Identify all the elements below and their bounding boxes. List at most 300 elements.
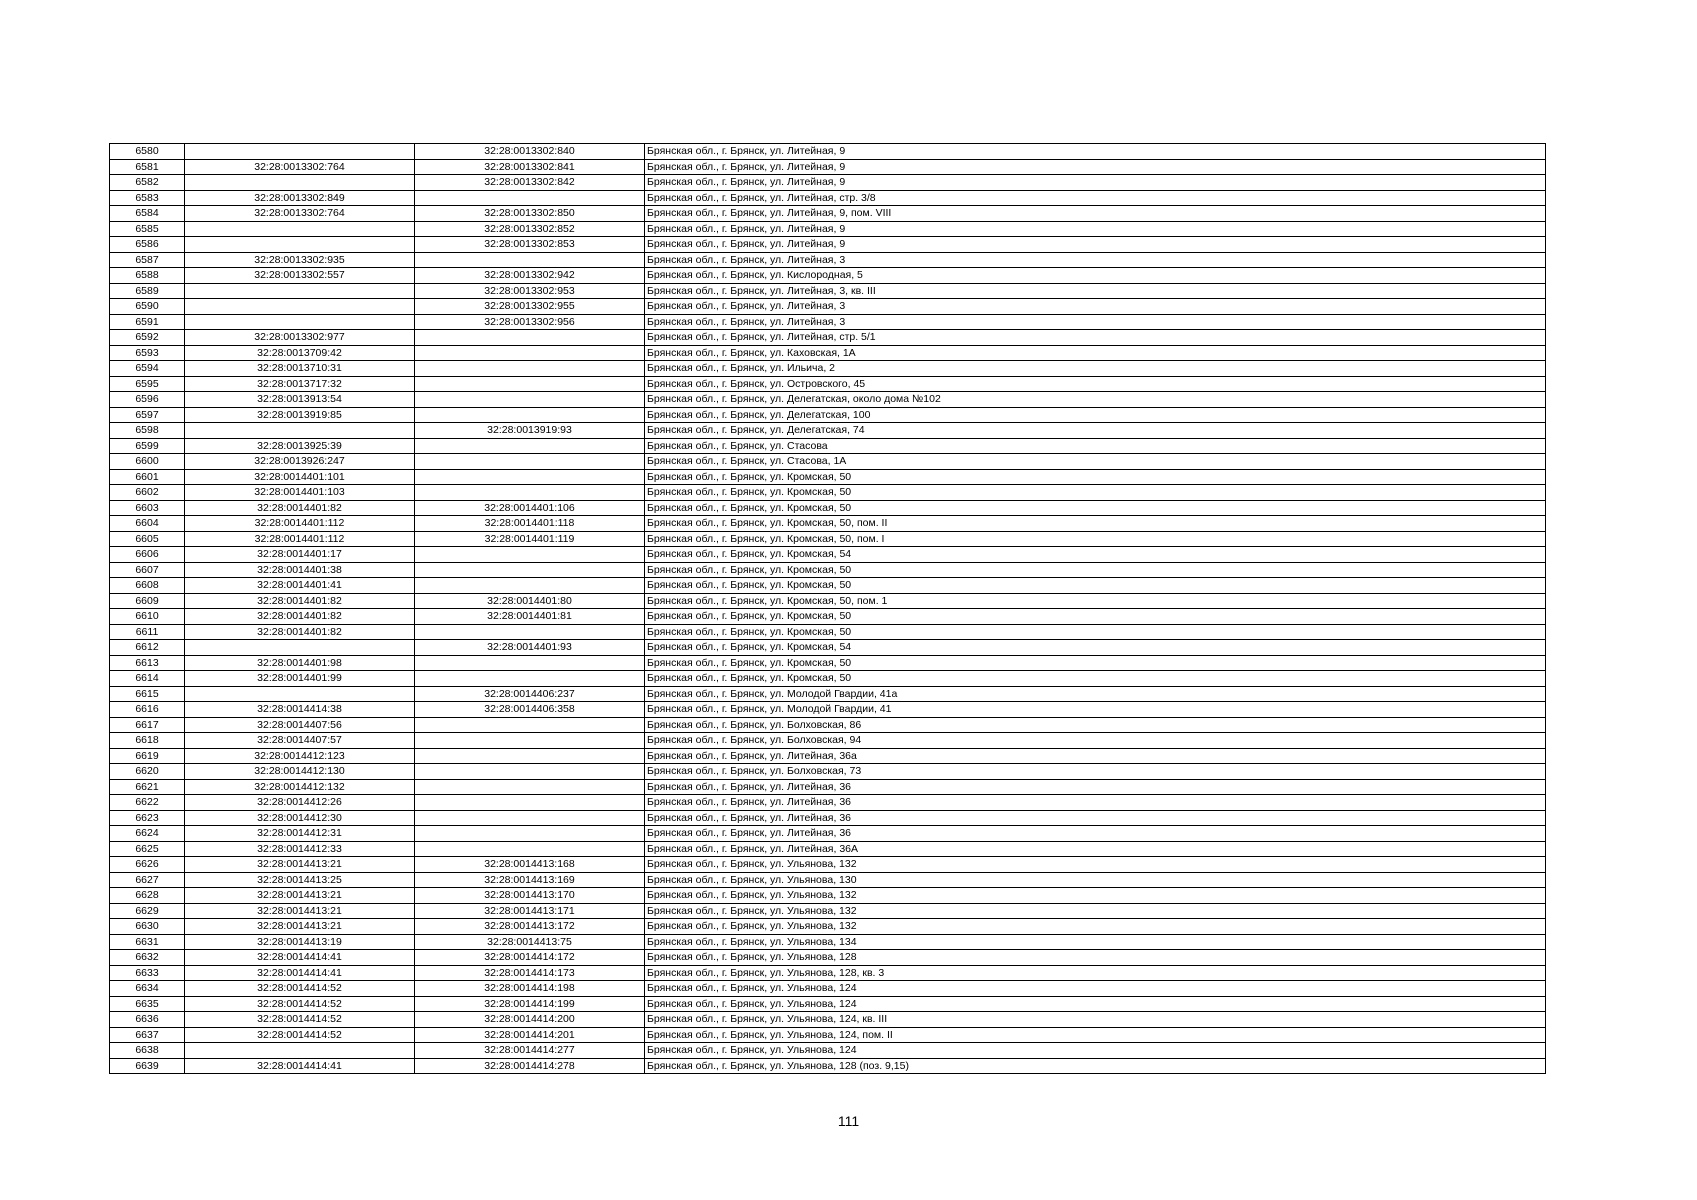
address-cell: Брянская обл., г. Брянск, ул. Кромская, 50: [645, 578, 1546, 594]
address-cell: Брянская обл., г. Брянск, ул. Кромская, 50: [645, 562, 1546, 578]
row-number-cell: 6626: [110, 857, 185, 873]
row-number-cell: 6609: [110, 593, 185, 609]
cadastral-number-cell: 32:28:0014412:130: [185, 764, 415, 780]
address-cell: Брянская обл., г. Брянск, ул. Стасова: [645, 438, 1546, 454]
row-number-cell: 6585: [110, 221, 185, 237]
object-cadastral-number-cell: 32:28:0014413:170: [415, 888, 645, 904]
object-cadastral-number-cell: [415, 671, 645, 687]
address-cell: Брянская обл., г. Брянск, ул. Литейная, 9: [645, 237, 1546, 253]
address-cell: Брянская обл., г. Брянск, ул. Ульянова, 130: [645, 872, 1546, 888]
address-cell: Брянская обл., г. Брянск, ул. Литейная, 36: [645, 779, 1546, 795]
row-number-cell: 6588: [110, 268, 185, 284]
registry-table-body: [110, 144, 1546, 1074]
object-cadastral-number-cell: 32:28:0014401:93: [415, 640, 645, 656]
object-cadastral-number-cell: [415, 826, 645, 842]
address-cell: Брянская обл., г. Брянск, ул. Кромская, 50: [645, 609, 1546, 625]
object-cadastral-number-cell: 32:28:0014414:172: [415, 950, 645, 966]
row-number-cell: 6600: [110, 454, 185, 470]
table-row: [110, 609, 1546, 625]
address-cell: Брянская обл., г. Брянск, ул. Литейная, 36: [645, 795, 1546, 811]
table-row: [110, 965, 1546, 981]
row-number-cell: 6638: [110, 1043, 185, 1059]
object-cadastral-number-cell: 32:28:0014414:198: [415, 981, 645, 997]
address-cell: Брянская обл., г. Брянск, ул. Кромская, 50: [645, 469, 1546, 485]
row-number-cell: 6587: [110, 252, 185, 268]
cadastral-number-cell: 32:28:0014407:57: [185, 733, 415, 749]
row-number-cell: 6581: [110, 159, 185, 175]
address-cell: Брянская обл., г. Брянск, ул. Делегатская, 100: [645, 407, 1546, 423]
table-row: [110, 841, 1546, 857]
address-cell: Брянская обл., г. Брянск, ул. Болховская, 73: [645, 764, 1546, 780]
cadastral-number-cell: [185, 299, 415, 315]
address-cell: Брянская обл., г. Брянск, ул. Литейная, 9: [645, 144, 1546, 160]
object-cadastral-number-cell: [415, 361, 645, 377]
address-cell: Брянская обл., г. Брянск, ул. Ульянова, 132: [645, 919, 1546, 935]
object-cadastral-number-cell: 32:28:0013302:853: [415, 237, 645, 253]
row-number-cell: 6621: [110, 779, 185, 795]
address-cell: Брянская обл., г. Брянск, ул. Литейная, 36: [645, 810, 1546, 826]
table-row: [110, 872, 1546, 888]
cadastral-number-cell: 32:28:0013302:764: [185, 206, 415, 222]
row-number-cell: 6632: [110, 950, 185, 966]
object-cadastral-number-cell: 32:28:0014401:81: [415, 609, 645, 625]
cadastral-number-cell: 32:28:0014412:26: [185, 795, 415, 811]
address-cell: Брянская обл., г. Брянск, ул. Ульянова, 132: [645, 857, 1546, 873]
address-cell: Брянская обл., г. Брянск, ул. Ульянова, 124: [645, 1043, 1546, 1059]
address-cell: Брянская обл., г. Брянск, ул. Ульянова, 124: [645, 996, 1546, 1012]
registry-table: [109, 143, 1546, 1074]
address-cell: Брянская обл., г. Брянск, ул. Ульянова, 128, кв. 3: [645, 965, 1546, 981]
cadastral-number-cell: [185, 283, 415, 299]
row-number-cell: 6635: [110, 996, 185, 1012]
cadastral-number-cell: 32:28:0014407:56: [185, 717, 415, 733]
table-row: [110, 702, 1546, 718]
object-cadastral-number-cell: [415, 190, 645, 206]
row-number-cell: 6594: [110, 361, 185, 377]
address-cell: Брянская обл., г. Брянск, ул. Молодой Гвардии, 41а: [645, 686, 1546, 702]
table-row: [110, 578, 1546, 594]
address-cell: Брянская обл., г. Брянск, ул. Литейная, 3: [645, 299, 1546, 315]
object-cadastral-number-cell: 32:28:0013302:953: [415, 283, 645, 299]
table-row: [110, 361, 1546, 377]
page-number: 111: [837, 1113, 860, 1129]
object-cadastral-number-cell: 32:28:0013302:942: [415, 268, 645, 284]
address-cell: Брянская обл., г. Брянск, ул. Кромская, 50: [645, 485, 1546, 501]
row-number-cell: 6634: [110, 981, 185, 997]
address-cell: Брянская обл., г. Брянск, ул. Болховская, 86: [645, 717, 1546, 733]
table-row: [110, 454, 1546, 470]
object-cadastral-number-cell: 32:28:0013302:850: [415, 206, 645, 222]
object-cadastral-number-cell: 32:28:0014414:173: [415, 965, 645, 981]
table-row: [110, 547, 1546, 563]
registry-table-container: [109, 143, 1545, 1074]
table-row: [110, 407, 1546, 423]
object-cadastral-number-cell: [415, 578, 645, 594]
object-cadastral-number-cell: 32:28:0014414:278: [415, 1058, 645, 1074]
cadastral-number-cell: [185, 221, 415, 237]
cadastral-number-cell: 32:28:0014414:52: [185, 1027, 415, 1043]
cadastral-number-cell: 32:28:0014413:21: [185, 919, 415, 935]
row-number-cell: 6613: [110, 655, 185, 671]
table-row: [110, 996, 1546, 1012]
table-row: [110, 330, 1546, 346]
cadastral-number-cell: 32:28:0014413:21: [185, 857, 415, 873]
cadastral-number-cell: 32:28:0014412:33: [185, 841, 415, 857]
row-number-cell: 6583: [110, 190, 185, 206]
address-cell: Брянская обл., г. Брянск, ул. Литейная, 36: [645, 826, 1546, 842]
row-number-cell: 6615: [110, 686, 185, 702]
object-cadastral-number-cell: [415, 841, 645, 857]
table-row: [110, 1012, 1546, 1028]
row-number-cell: 6619: [110, 748, 185, 764]
row-number-cell: 6604: [110, 516, 185, 532]
address-cell: Брянская обл., г. Брянск, ул. Делегатская, 74: [645, 423, 1546, 439]
cadastral-number-cell: 32:28:0014413:25: [185, 872, 415, 888]
table-row: [110, 237, 1546, 253]
object-cadastral-number-cell: 32:28:0014414:201: [415, 1027, 645, 1043]
cadastral-number-cell: [185, 686, 415, 702]
cadastral-number-cell: [185, 314, 415, 330]
cadastral-number-cell: 32:28:0014412:123: [185, 748, 415, 764]
address-cell: Брянская обл., г. Брянск, ул. Ульянова, 134: [645, 934, 1546, 950]
object-cadastral-number-cell: 32:28:0014406:358: [415, 702, 645, 718]
address-cell: Брянская обл., г. Брянск, ул. Литейная, 3: [645, 252, 1546, 268]
object-cadastral-number-cell: 32:28:0014413:169: [415, 872, 645, 888]
object-cadastral-number-cell: [415, 810, 645, 826]
cadastral-number-cell: 32:28:0013709:42: [185, 345, 415, 361]
row-number-cell: 6584: [110, 206, 185, 222]
table-row: [110, 655, 1546, 671]
row-number-cell: 6593: [110, 345, 185, 361]
address-cell: Брянская обл., г. Брянск, ул. Болховская, 94: [645, 733, 1546, 749]
table-row: [110, 175, 1546, 191]
cadastral-number-cell: 32:28:0013926:247: [185, 454, 415, 470]
object-cadastral-number-cell: 32:28:0014401:80: [415, 593, 645, 609]
address-cell: Брянская обл., г. Брянск, ул. Литейная, стр. 3/8: [645, 190, 1546, 206]
object-cadastral-number-cell: 32:28:0013302:842: [415, 175, 645, 191]
object-cadastral-number-cell: 32:28:0014401:118: [415, 516, 645, 532]
row-number-cell: 6612: [110, 640, 185, 656]
cadastral-number-cell: 32:28:0014414:52: [185, 981, 415, 997]
table-row: [110, 593, 1546, 609]
table-row: [110, 159, 1546, 175]
table-row: [110, 500, 1546, 516]
cadastral-number-cell: [185, 1043, 415, 1059]
table-row: [110, 423, 1546, 439]
table-row: [110, 252, 1546, 268]
cadastral-number-cell: 32:28:0013925:39: [185, 438, 415, 454]
object-cadastral-number-cell: [415, 795, 645, 811]
object-cadastral-number-cell: [415, 345, 645, 361]
row-number-cell: 6607: [110, 562, 185, 578]
address-cell: Брянская обл., г. Брянск, ул. Ульянова, 124, кв. III: [645, 1012, 1546, 1028]
object-cadastral-number-cell: [415, 624, 645, 640]
row-number-cell: 6605: [110, 531, 185, 547]
cadastral-number-cell: 32:28:0014401:112: [185, 531, 415, 547]
object-cadastral-number-cell: 32:28:0013302:840: [415, 144, 645, 160]
address-cell: Брянская обл., г. Брянск, ул. Молодой Гвардии, 41: [645, 702, 1546, 718]
row-number-cell: 6620: [110, 764, 185, 780]
object-cadastral-number-cell: 32:28:0014406:237: [415, 686, 645, 702]
cadastral-number-cell: 32:28:0014401:41: [185, 578, 415, 594]
table-row: [110, 826, 1546, 842]
address-cell: Брянская обл., г. Брянск, ул. Каховская, 1А: [645, 345, 1546, 361]
table-row: [110, 1043, 1546, 1059]
address-cell: Брянская обл., г. Брянск, ул. Литейная, 9: [645, 159, 1546, 175]
object-cadastral-number-cell: [415, 547, 645, 563]
object-cadastral-number-cell: [415, 454, 645, 470]
table-row: [110, 299, 1546, 315]
table-row: [110, 810, 1546, 826]
object-cadastral-number-cell: 32:28:0014413:172: [415, 919, 645, 935]
cadastral-number-cell: [185, 144, 415, 160]
table-row: [110, 144, 1546, 160]
table-row: [110, 671, 1546, 687]
table-row: [110, 733, 1546, 749]
object-cadastral-number-cell: [415, 733, 645, 749]
table-row: [110, 779, 1546, 795]
row-number-cell: 6590: [110, 299, 185, 315]
row-number-cell: 6589: [110, 283, 185, 299]
row-number-cell: 6628: [110, 888, 185, 904]
row-number-cell: 6608: [110, 578, 185, 594]
cadastral-number-cell: 32:28:0014414:52: [185, 996, 415, 1012]
address-cell: Брянская обл., г. Брянск, ул. Литейная, 9, пом. VIII: [645, 206, 1546, 222]
cadastral-number-cell: 32:28:0014401:98: [185, 655, 415, 671]
table-row: [110, 531, 1546, 547]
address-cell: Брянская обл., г. Брянск, ул. Литейная, 3: [645, 314, 1546, 330]
cadastral-number-cell: 32:28:0014401:82: [185, 500, 415, 516]
row-number-cell: 6597: [110, 407, 185, 423]
cadastral-number-cell: 32:28:0014414:41: [185, 1058, 415, 1074]
table-row: [110, 748, 1546, 764]
cadastral-number-cell: 32:28:0014401:99: [185, 671, 415, 687]
address-cell: Брянская обл., г. Брянск, ул. Кромская, 50, пом. I: [645, 531, 1546, 547]
table-row: [110, 221, 1546, 237]
object-cadastral-number-cell: 32:28:0014414:277: [415, 1043, 645, 1059]
table-row: [110, 392, 1546, 408]
row-number-cell: 6631: [110, 934, 185, 950]
row-number-cell: 6637: [110, 1027, 185, 1043]
table-row: [110, 1058, 1546, 1074]
address-cell: Брянская обл., г. Брянск, ул. Кромская, 50, пом. II: [645, 516, 1546, 532]
cadastral-number-cell: 32:28:0014412:132: [185, 779, 415, 795]
address-cell: Брянская обл., г. Брянск, ул. Кромская, 54: [645, 547, 1546, 563]
cadastral-number-cell: [185, 640, 415, 656]
row-number-cell: 6596: [110, 392, 185, 408]
object-cadastral-number-cell: 32:28:0013302:841: [415, 159, 645, 175]
row-number-cell: 6623: [110, 810, 185, 826]
row-number-cell: 6591: [110, 314, 185, 330]
cadastral-number-cell: 32:28:0014414:38: [185, 702, 415, 718]
table-row: [110, 717, 1546, 733]
cadastral-number-cell: [185, 175, 415, 191]
object-cadastral-number-cell: 32:28:0013919:93: [415, 423, 645, 439]
cadastral-number-cell: 32:28:0014414:52: [185, 1012, 415, 1028]
row-number-cell: 6598: [110, 423, 185, 439]
row-number-cell: 6611: [110, 624, 185, 640]
table-row: [110, 919, 1546, 935]
address-cell: Брянская обл., г. Брянск, ул. Литейная, 36А: [645, 841, 1546, 857]
table-row: [110, 1027, 1546, 1043]
address-cell: Брянская обл., г. Брянск, ул. Ульянова, 132: [645, 903, 1546, 919]
row-number-cell: 6624: [110, 826, 185, 842]
cadastral-number-cell: 32:28:0014401:103: [185, 485, 415, 501]
object-cadastral-number-cell: [415, 407, 645, 423]
address-cell: Брянская обл., г. Брянск, ул. Островского, 45: [645, 376, 1546, 392]
cadastral-number-cell: 32:28:0014401:17: [185, 547, 415, 563]
object-cadastral-number-cell: 32:28:0013302:955: [415, 299, 645, 315]
row-number-cell: 6580: [110, 144, 185, 160]
table-row: [110, 857, 1546, 873]
address-cell: Брянская обл., г. Брянск, ул. Литейная, 36а: [645, 748, 1546, 764]
object-cadastral-number-cell: [415, 779, 645, 795]
table-row: [110, 981, 1546, 997]
cadastral-number-cell: 32:28:0014413:21: [185, 888, 415, 904]
object-cadastral-number-cell: [415, 717, 645, 733]
cadastral-number-cell: 32:28:0013717:32: [185, 376, 415, 392]
row-number-cell: 6592: [110, 330, 185, 346]
cadastral-number-cell: 32:28:0013302:977: [185, 330, 415, 346]
table-row: [110, 438, 1546, 454]
cadastral-number-cell: 32:28:0013919:85: [185, 407, 415, 423]
table-row: [110, 345, 1546, 361]
row-number-cell: 6633: [110, 965, 185, 981]
address-cell: Брянская обл., г. Брянск, ул. Литейная, 3, кв. III: [645, 283, 1546, 299]
object-cadastral-number-cell: [415, 392, 645, 408]
table-row: [110, 469, 1546, 485]
object-cadastral-number-cell: 32:28:0014413:171: [415, 903, 645, 919]
row-number-cell: 6630: [110, 919, 185, 935]
row-number-cell: 6616: [110, 702, 185, 718]
cadastral-number-cell: 32:28:0014401:112: [185, 516, 415, 532]
address-cell: Брянская обл., г. Брянск, ул. Кромская, 50, пом. 1: [645, 593, 1546, 609]
table-row: [110, 190, 1546, 206]
object-cadastral-number-cell: [415, 562, 645, 578]
table-row: [110, 206, 1546, 222]
row-number-cell: 6625: [110, 841, 185, 857]
table-row: [110, 562, 1546, 578]
address-cell: Брянская обл., г. Брянск, ул. Литейная, 9: [645, 221, 1546, 237]
address-cell: Брянская обл., г. Брянск, ул. Литейная, 9: [645, 175, 1546, 191]
address-cell: Брянская обл., г. Брянск, ул. Литейная, стр. 5/1: [645, 330, 1546, 346]
table-row: [110, 314, 1546, 330]
object-cadastral-number-cell: [415, 655, 645, 671]
row-number-cell: 6636: [110, 1012, 185, 1028]
object-cadastral-number-cell: 32:28:0014401:119: [415, 531, 645, 547]
cadastral-number-cell: 32:28:0013302:557: [185, 268, 415, 284]
table-row: [110, 934, 1546, 950]
table-row: [110, 283, 1546, 299]
cadastral-number-cell: 32:28:0014412:30: [185, 810, 415, 826]
cadastral-number-cell: [185, 237, 415, 253]
address-cell: Брянская обл., г. Брянск, ул. Стасова, 1А: [645, 454, 1546, 470]
table-row: [110, 516, 1546, 532]
address-cell: Брянская обл., г. Брянск, ул. Ульянова, 124, пом. II: [645, 1027, 1546, 1043]
cadastral-number-cell: 32:28:0014401:82: [185, 624, 415, 640]
object-cadastral-number-cell: 32:28:0014414:199: [415, 996, 645, 1012]
cadastral-number-cell: 32:28:0013302:849: [185, 190, 415, 206]
address-cell: Брянская обл., г. Брянск, ул. Кромская, 50: [645, 500, 1546, 516]
object-cadastral-number-cell: [415, 438, 645, 454]
cadastral-number-cell: 32:28:0013710:31: [185, 361, 415, 377]
row-number-cell: 6639: [110, 1058, 185, 1074]
row-number-cell: 6582: [110, 175, 185, 191]
table-row: [110, 686, 1546, 702]
cadastral-number-cell: 32:28:0014414:41: [185, 965, 415, 981]
cadastral-number-cell: 32:28:0013302:764: [185, 159, 415, 175]
object-cadastral-number-cell: 32:28:0014414:200: [415, 1012, 645, 1028]
cadastral-number-cell: 32:28:0013913:54: [185, 392, 415, 408]
address-cell: Брянская обл., г. Брянск, ул. Ульянова, 124: [645, 981, 1546, 997]
object-cadastral-number-cell: [415, 748, 645, 764]
cadastral-number-cell: 32:28:0013302:935: [185, 252, 415, 268]
table-row: [110, 903, 1546, 919]
row-number-cell: 6586: [110, 237, 185, 253]
row-number-cell: 6606: [110, 547, 185, 563]
object-cadastral-number-cell: [415, 330, 645, 346]
object-cadastral-number-cell: 32:28:0013302:852: [415, 221, 645, 237]
row-number-cell: 6614: [110, 671, 185, 687]
table-row: [110, 640, 1546, 656]
row-number-cell: 6622: [110, 795, 185, 811]
address-cell: Брянская обл., г. Брянск, ул. Ильича, 2: [645, 361, 1546, 377]
address-cell: Брянская обл., г. Брянск, ул. Кромская, 50: [645, 671, 1546, 687]
object-cadastral-number-cell: 32:28:0013302:956: [415, 314, 645, 330]
table-row: [110, 950, 1546, 966]
address-cell: Брянская обл., г. Брянск, ул. Кромская, 50: [645, 655, 1546, 671]
object-cadastral-number-cell: [415, 376, 645, 392]
address-cell: Брянская обл., г. Брянск, ул. Кислородная, 5: [645, 268, 1546, 284]
table-row: [110, 485, 1546, 501]
row-number-cell: 6610: [110, 609, 185, 625]
address-cell: Брянская обл., г. Брянск, ул. Делегатская, около дома №102: [645, 392, 1546, 408]
cadastral-number-cell: 32:28:0014401:38: [185, 562, 415, 578]
row-number-cell: 6595: [110, 376, 185, 392]
row-number-cell: 6603: [110, 500, 185, 516]
object-cadastral-number-cell: 32:28:0014413:75: [415, 934, 645, 950]
object-cadastral-number-cell: [415, 764, 645, 780]
object-cadastral-number-cell: [415, 252, 645, 268]
address-cell: Брянская обл., г. Брянск, ул. Ульянова, 128 (поз. 9,15): [645, 1058, 1546, 1074]
address-cell: Брянская обл., г. Брянск, ул. Ульянова, 132: [645, 888, 1546, 904]
address-cell: Брянская обл., г. Брянск, ул. Ульянова, 128: [645, 950, 1546, 966]
cadastral-number-cell: 32:28:0014413:21: [185, 903, 415, 919]
row-number-cell: 6629: [110, 903, 185, 919]
address-cell: Брянская обл., г. Брянск, ул. Кромская, 54: [645, 640, 1546, 656]
cadastral-number-cell: 32:28:0014413:19: [185, 934, 415, 950]
table-row: [110, 268, 1546, 284]
row-number-cell: 6618: [110, 733, 185, 749]
table-row: [110, 795, 1546, 811]
table-row: [110, 376, 1546, 392]
row-number-cell: 6617: [110, 717, 185, 733]
cadastral-number-cell: [185, 423, 415, 439]
object-cadastral-number-cell: 32:28:0014401:106: [415, 500, 645, 516]
cadastral-number-cell: 32:28:0014401:101: [185, 469, 415, 485]
row-number-cell: 6602: [110, 485, 185, 501]
cadastral-number-cell: 32:28:0014414:41: [185, 950, 415, 966]
row-number-cell: 6627: [110, 872, 185, 888]
row-number-cell: 6599: [110, 438, 185, 454]
cadastral-number-cell: 32:28:0014401:82: [185, 593, 415, 609]
object-cadastral-number-cell: 32:28:0014413:168: [415, 857, 645, 873]
row-number-cell: 6601: [110, 469, 185, 485]
cadastral-number-cell: 32:28:0014401:82: [185, 609, 415, 625]
table-row: [110, 764, 1546, 780]
cadastral-number-cell: 32:28:0014412:31: [185, 826, 415, 842]
object-cadastral-number-cell: [415, 485, 645, 501]
